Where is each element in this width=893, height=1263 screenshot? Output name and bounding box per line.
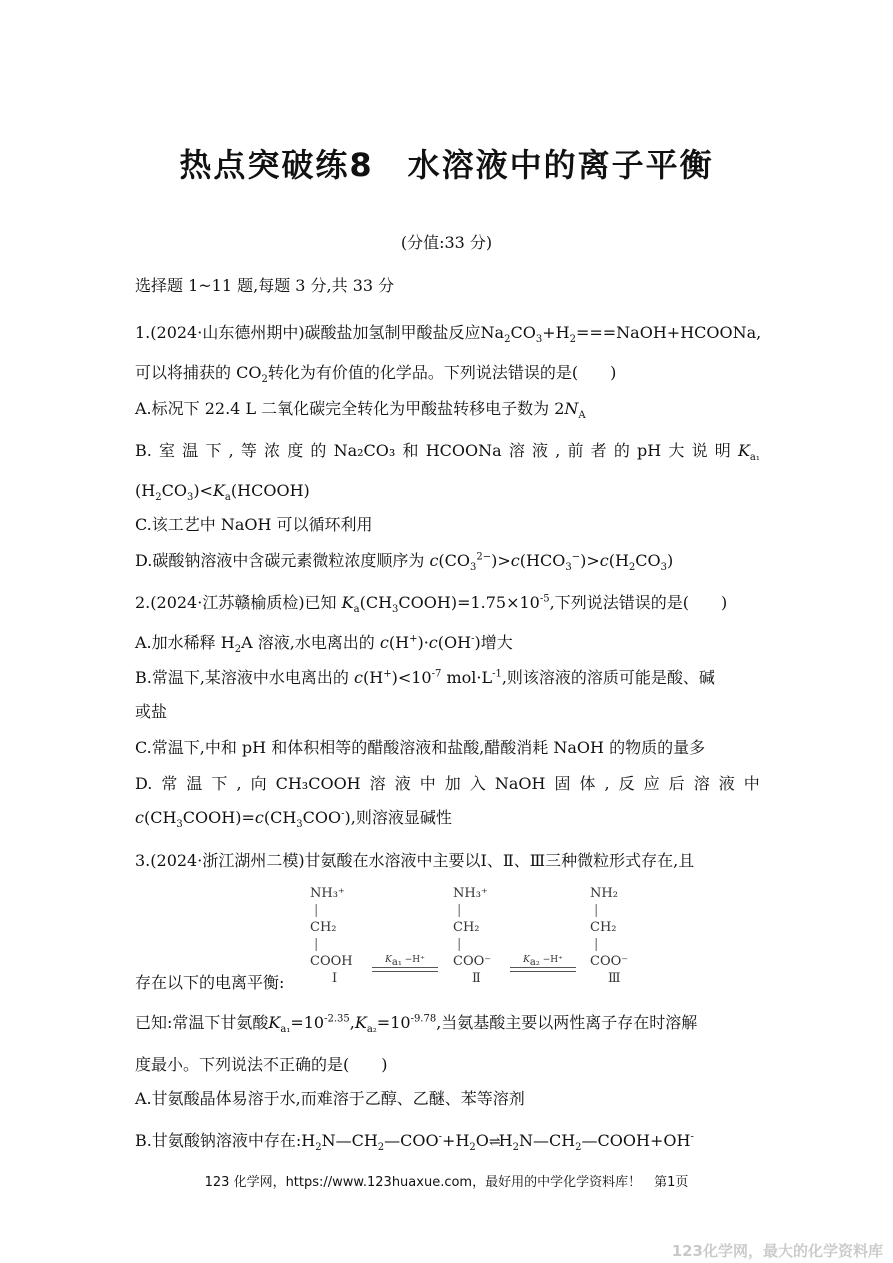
q2d1-word: 溶 (369, 774, 386, 793)
q1b1-word: B. (135, 441, 152, 460)
q1-option-b-line1 (135, 440, 760, 462)
q1b1-word: pH (637, 441, 662, 460)
section-intro: 选择题 1~11 题,每题 3 分,共 33 分 (135, 276, 395, 295)
s1-atom-row: COOH (310, 954, 353, 969)
s2-atom-row: CH₂ (453, 920, 480, 935)
q3-known-line1: 已知:常温下甘氨酸$K_{a_1}=10^{-2.35},K_{a_2}=10^{-9.78}$,当氨基酸主要以两性离子存在时溶解 (135, 1013, 698, 1036)
q2d1-word: 液 (718, 774, 735, 793)
q1b1-word: 和 (402, 441, 419, 460)
q1b1-word: , (555, 441, 561, 460)
q2d1-word: 体 (579, 774, 596, 793)
q1b1-word: 说 (691, 441, 708, 460)
q2-option-b-line2: 或盐 (135, 702, 168, 721)
s2-atom-row: | (457, 937, 462, 952)
q1b1-word: 等 (240, 441, 257, 460)
q3-option-b: B.甘氨酸钠溶液中存在$:H_2N—CH_2—COO^-+H_2O\rightleftharpoons H_2N—CH_2—COOH+OH^-$ (135, 1131, 694, 1154)
q1b1-word: 者 (590, 441, 607, 460)
q1b1-word: HCOONa (425, 441, 502, 460)
q2-option-d-line1 (135, 773, 760, 795)
q1b1-word: 明 (714, 441, 731, 460)
q1b1-word: 溶 (508, 441, 525, 460)
q2d1-word: D. (135, 774, 153, 793)
q2d1-word: 加 (444, 774, 461, 793)
species-1 (310, 885, 353, 970)
q2d1-word: 后 (668, 774, 685, 793)
q2d1-word: , (236, 774, 242, 793)
species-3 (590, 885, 628, 970)
q1b1-word: 室 (159, 441, 176, 460)
q1b1-word: 前 (567, 441, 584, 460)
q1-option-b-line2: $(H_2CO_3)<K_a(HCOOH)$ (135, 481, 310, 504)
reversible-arrow-icon: ⇌ (488, 1134, 499, 1150)
q1b1-word: 下 (205, 441, 222, 460)
q2d1-word: 固 (554, 774, 571, 793)
page-footer: 123 化学网，https://www.123huaxue.com，最好用的中学化学资料库！ 第1页 (204, 1175, 689, 1190)
q2-option-d-line2: $c(CH_3COOH)=c(CH_3COO^-)$,则溶液显碱性 (135, 808, 452, 831)
s3-atom-row: NH₂ (590, 886, 618, 901)
s2-atom-row: COO⁻ (453, 954, 492, 969)
q1b1-word: , (228, 441, 234, 460)
q2d1-word: 中 (743, 774, 760, 793)
s3-atom-row: | (594, 937, 599, 952)
q1-option-c: C.该工艺中 NaOH 可以循环利用 (135, 515, 373, 534)
q3-equilibrium-label: 存在以下的电离平衡: (135, 973, 285, 992)
watermark: 123化学网，最大的化学资料库 (671, 1242, 883, 1260)
q3-option-a: A.甘氨酸晶体易溶于水,而难溶于乙醇、乙醚、苯等溶剂 (135, 1089, 525, 1108)
q2d1-word: 下 (211, 774, 228, 793)
q1b1-word: 液 (532, 441, 549, 460)
q2d1-word: 向 (250, 774, 267, 793)
q1b1-word: 浓 (264, 441, 281, 460)
q1b1-word: 度 (287, 441, 304, 460)
s3-atom-row: CH₂ (590, 920, 617, 935)
q2d1-word: 温 (186, 774, 203, 793)
equilibrium-arrow-1: $K_{a_1} -H^+$ (372, 955, 438, 975)
q2d1-word: 应 (643, 774, 660, 793)
q2-option-c: C.常温下,中和 pH 和体积相等的醋酸溶液和盐酸,醋酸消耗 NaOH 的物质的量多 (135, 738, 706, 757)
q2d1-word: 液 (394, 774, 411, 793)
species-2 (453, 885, 491, 970)
s1-atom-row: | (314, 903, 319, 918)
q2d1-word: 入 (469, 774, 486, 793)
page-title: 热点突破练8 水溶液中的离子平衡 (179, 146, 714, 184)
s3-atom-row: COO⁻ (590, 954, 629, 969)
label-species-3: Ⅲ (608, 971, 621, 986)
s1-atom-row: CH₂ (310, 920, 337, 935)
q1b1-word: 的 (613, 441, 630, 460)
s3-atom-row: | (594, 903, 599, 918)
q1b1-word: Na₂CO₃ (333, 441, 396, 460)
q1-stem-line2: 可以将捕获的 $CO_2$转化为有价值的化学品。下列说法错误的是( ) (135, 363, 617, 386)
q2d1-word: 中 (419, 774, 436, 793)
q2-option-a: A.加水稀释 $H_2A$ 溶液,水电离出的 c(H+)·c(OH-)增大 (135, 633, 513, 656)
q2-stem: 2.(2024·江苏赣榆质检)已知 $K_a(CH_3COOH)=1.75\times 10^{-5}$,下列说法错误的是( ) (135, 593, 728, 616)
s1-atom-row: | (314, 937, 319, 952)
s2-atom-row: NH₃⁺ (453, 886, 488, 901)
q1b1-word: 的 (310, 441, 327, 460)
equilibrium-arrow-2: $K_{a_2} -H^+$ (510, 955, 576, 975)
label-species-1: Ⅰ (332, 971, 338, 986)
q1-option-a: A.标况下 22.4 L 二氧化碳完全转化为甲酸盐转移电子数为 $2N_A$ (135, 399, 586, 422)
q2-option-b-line1: B.常温下,某溶液中水电离出的 $c(H^+)<10^{-7}$ $mol\cdot L^{-1}$,则该溶液的溶质可能是酸、碱 (135, 668, 715, 687)
label-species-2: Ⅱ (472, 971, 481, 986)
q2d1-word: CH₃COOH (275, 774, 361, 793)
q1b1-word: 大 (668, 441, 685, 460)
q3-known-line2: 度最小。下列说法不正确的是( ) (135, 1055, 388, 1074)
q2d1-word: 反 (618, 774, 635, 793)
s2-atom-row: | (457, 903, 462, 918)
q1b1-word: 温 (182, 441, 199, 460)
q1-stem-line1: 1.(2024·山东德州期中)碳酸盐加氢制甲酸盐反应$Na_2CO_3+H_2===NaOH+HCOONa$, (135, 323, 762, 346)
score-note: (分值:33 分) (400, 233, 493, 252)
q2d1-word: , (604, 774, 610, 793)
q1b-ka1: $K_{a_1}$ (737, 441, 760, 464)
q1-option-d: D.碳酸钠溶液中含碳元素微粒浓度顺序为 $c(CO_3^{2-})>c(HCO_3^-)>c(H_2CO_3)$ (135, 551, 674, 574)
q2d1-word: NaOH (494, 774, 546, 793)
s1-atom-row: NH₃⁺ (310, 886, 345, 901)
q3-stem: 3.(2024·浙江湖州二模)甘氨酸在水溶液中主要以Ⅰ、Ⅱ、Ⅲ三种微粒形式存在,且 (135, 851, 695, 870)
q2d1-word: 溶 (693, 774, 710, 793)
q2d1-word: 常 (161, 774, 178, 793)
